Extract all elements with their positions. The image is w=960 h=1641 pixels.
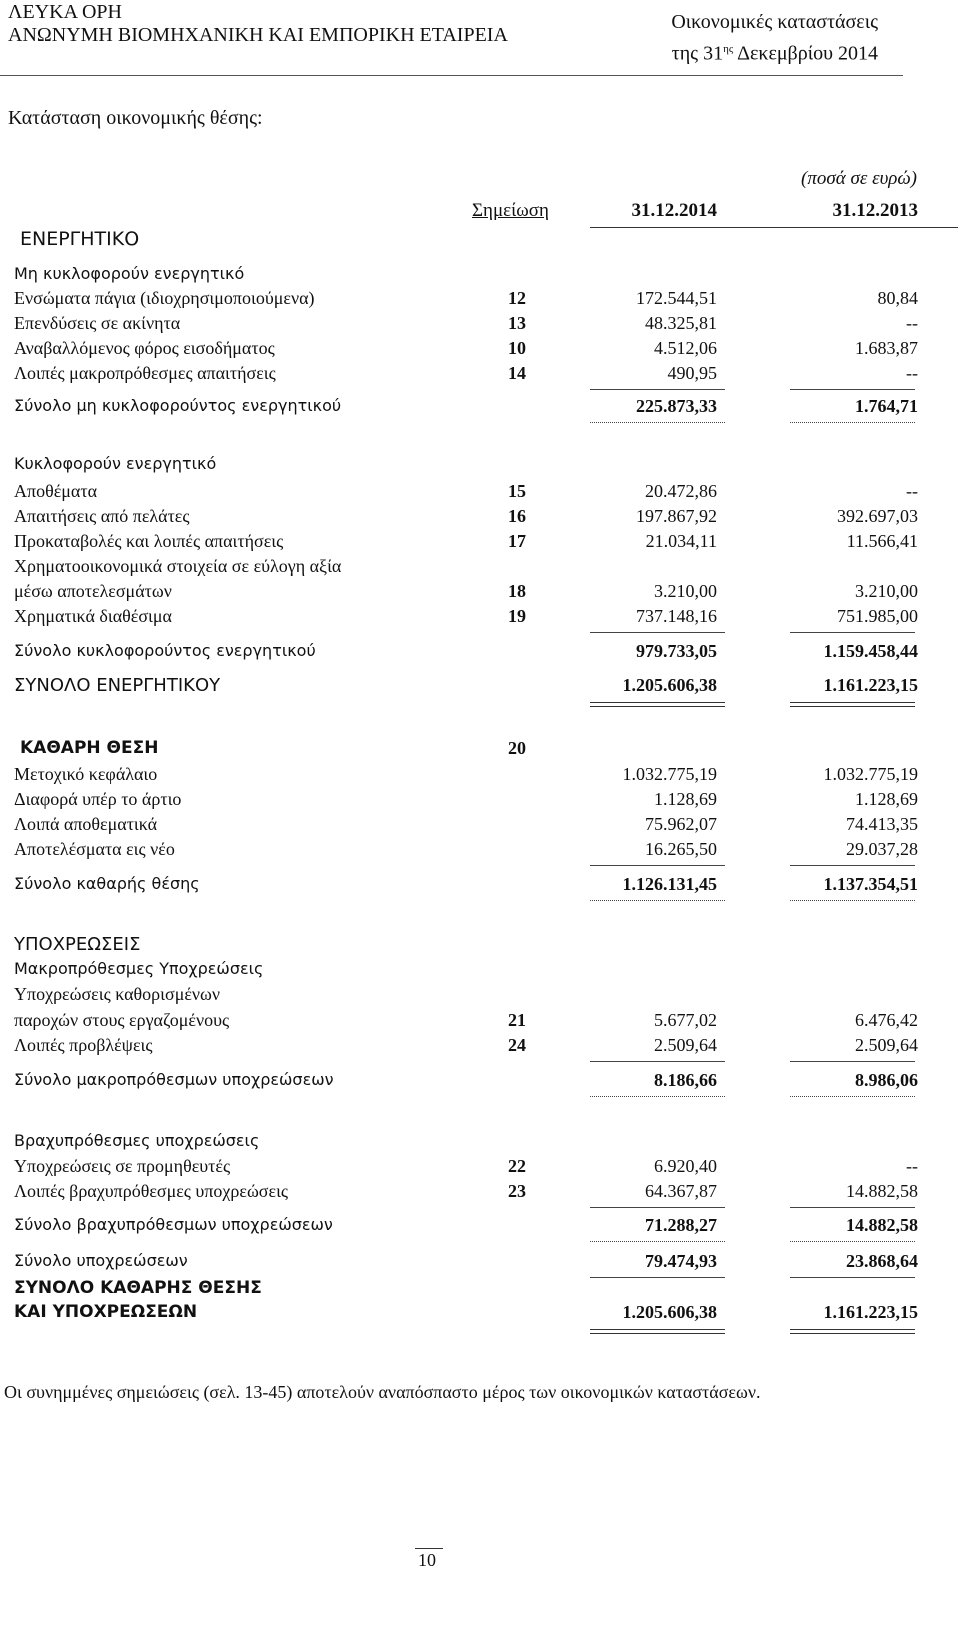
row-value-2014: 737.148,16 [636,606,717,626]
row-value-2013: 1.161.223,15 [823,1302,918,1322]
total-rule-2013 [790,900,915,902]
row-total-equity [0,874,960,900]
row-value-2013: 29.037,28 [846,839,918,859]
row-value-2013: 8.986,06 [855,1070,918,1090]
row-value-2013: 14.882,58 [846,1215,918,1235]
row-value-2014: 21.034,11 [645,531,717,551]
row-value-2014: 1.128,69 [654,789,717,809]
row-value-2013: 1.159.458,44 [823,641,918,661]
subtotal-rule-2014 [590,1061,725,1062]
row-total-equity-liabilities-heading [0,1278,960,1304]
row-value-2013: 1.161.223,15 [823,675,918,695]
row-liabilities-heading [0,934,960,960]
table-row [0,531,960,557]
row-note: 10 [508,338,526,358]
page-number: 10 [418,1550,436,1570]
row-note: 21 [508,1010,526,1030]
row-value-2014: 75.962,07 [645,814,717,834]
row-note: 12 [508,288,526,308]
row-value-2014: 490,95 [667,363,717,383]
row-label: Υποχρεώσεις καθορισμένων [14,984,221,1004]
table-row [0,606,960,632]
row-value-2013: 23.868,64 [846,1251,918,1271]
subtotal-rule-2013 [790,389,915,390]
row-value-2014: 48.325,81 [645,313,717,333]
row-value-2014: 20.472,86 [645,481,717,501]
row-label: Σύνολο μη κυκλοφορούντος ενεργητικού [14,396,342,415]
footnote: Οι συνημμένες σημειώσεις (σελ. 13-45) αποτελούν αναπόσπαστο μέρος των οικονομικών καταστάσεων. [4,1382,761,1402]
table-row [0,581,960,607]
table-row [0,556,960,582]
row-value-2013: 11.566,41 [846,531,918,551]
row-note: 17 [508,531,526,551]
row-value-2013: -- [906,313,918,333]
row-label: Υποχρεώσεις σε προμηθευτές [14,1156,231,1176]
header-divider [0,75,903,76]
subtotal-rule-2013 [790,632,915,633]
row-note: 18 [508,581,526,601]
row-value-2014: 197.867,92 [636,506,717,526]
table-row [0,1035,960,1061]
row-value-2014: 3.210,00 [654,581,717,601]
row-label: Επενδύσεις σε ακίνητα [14,313,181,333]
column-header-2014: 31.12.2014 [631,200,717,221]
row-note: 15 [508,481,526,501]
total-rule-2013 [790,1096,915,1098]
grand-total-rule-2013 [790,702,915,707]
total-rule-2014 [590,1096,725,1098]
row-value-2013: 2.509,64 [855,1035,918,1055]
table-row [0,338,960,364]
row-value-2014: 225.873,33 [636,396,717,416]
grand-total-rule-2014 [590,1329,725,1334]
row-label: Αποτελέσματα εις νέο [14,839,175,859]
row-note: 16 [508,506,526,526]
row-current-assets-heading [0,454,960,480]
row-value-2014: 4.512,06 [654,338,717,358]
row-value-2014: 1.126.131,45 [622,874,717,894]
row-label: ΣΥΝΟΛΟ ΚΑΘΑΡΗΣ ΘΕΣΗΣ [14,1278,262,1298]
row-label: Μακροπρόθεσμες Υποχρεώσεις [14,959,264,978]
row-value-2013: 1.683,87 [855,338,918,358]
company-name: ΛΕΥΚΑ ΟΡΗ [8,1,122,23]
row-value-2013: 6.476,42 [855,1010,918,1030]
row-label: Μη κυκλοφορούν ενεργητικό [14,264,245,283]
table-row [0,363,960,389]
row-value-2013: 74.413,35 [846,814,918,834]
row-label: Σύνολο υποχρεώσεων [14,1251,188,1270]
row-label: Κυκλοφορούν ενεργητικό [14,454,217,473]
subtotal-rule-2014 [590,389,725,390]
row-total-current-assets [0,641,960,667]
table-row [0,984,960,1010]
subtotal-rule-2014 [590,1207,725,1208]
row-value-2013: 392.697,03 [837,506,918,526]
subtotal-rule-2013 [790,1061,915,1062]
subtotal-rule-2014 [590,632,725,633]
row-current-liabilities-heading [0,1131,960,1157]
row-value-2014: 979.733,05 [636,641,717,661]
row-equity-heading [0,738,960,764]
table-row [0,1156,960,1182]
table-row [0,789,960,815]
total-rule-2014 [590,900,725,902]
row-non-current-liabilities-heading [0,959,960,985]
row-label: Λοιπές μακροπρόθεσμες απαιτήσεις [14,363,276,383]
table-row [0,814,960,840]
row-total-assets [0,675,960,701]
subtotal-rule-2013 [790,1207,915,1208]
row-note: 20 [508,738,526,758]
row-note: 23 [508,1181,526,1201]
subtotal-rule-2013 [790,865,915,866]
row-label: Μετοχικό κεφάλαιο [14,764,158,784]
grand-total-rule-2014 [590,702,725,707]
row-label: παροχών στους εργαζομένους [14,1010,230,1030]
grand-total-rule-2013 [790,1329,915,1334]
row-note: 22 [508,1156,526,1176]
table-row [0,313,960,339]
row-label: ΣΥΝΟΛΟ ΕΝΕΡΓΗΤΙΚΟΥ [14,675,221,696]
row-note: 14 [508,363,526,383]
total-rule-2014 [590,422,725,424]
row-note: 19 [508,606,526,626]
row-total-current-liabilities [0,1215,960,1241]
row-non-current-assets-heading [0,264,960,290]
row-value-2014: 16.265,50 [645,839,717,859]
row-value-2013: -- [906,363,918,383]
row-total-non-current-liabilities [0,1070,960,1096]
row-assets-heading [0,228,960,254]
table-row [0,764,960,790]
row-value-2014: 1.032.775,19 [622,764,717,784]
row-label: Χρηματικά διαθέσιμα [14,606,172,626]
row-label: ΕΝΕΡΓΗΤΙΚΟ [20,228,140,250]
document-title-line2 [672,37,878,66]
row-total-non-current-assets [0,396,960,422]
table-row [0,839,960,865]
total-rule-2014 [590,1241,725,1243]
row-value-2013: -- [906,1156,918,1176]
row-label: Λοιπές προβλέψεις [14,1035,153,1055]
row-label: Αναβαλλόμενος φόρος εισοδήματος [14,338,275,358]
company-type: ΑΝΩΝΥΜΗ ΒΙΟΜΗΧΑΝΙΚΗ ΚΑΙ ΕΜΠΟΡΙΚΗ ΕΤΑΙΡΕΙΑ [8,24,508,46]
row-value-2013: 14.882,58 [846,1181,918,1201]
row-label: Σύνολο καθαρής θέσης [14,874,200,893]
row-value-2013: -- [906,481,918,501]
section-title: Κατάσταση οικονομικής θέσης: [8,107,263,129]
row-label: Ενσώματα πάγια (ιδιοχρησιμοποιούμενα) [14,288,315,308]
table-row [0,1181,960,1207]
amounts-currency-note: (ποσά σε ευρώ) [801,168,917,189]
row-label: Αποθέματα [14,481,98,501]
row-value-2013: 751.985,00 [837,606,918,626]
row-value-2014: 71.288,27 [645,1215,717,1235]
date-ordinal-suffix: ης [723,43,734,55]
row-value-2013: 1.032.775,19 [823,764,918,784]
document-title-line1: Οικονομικές καταστάσεις [671,11,878,33]
table-row [0,1010,960,1036]
row-label: ΚΑΘΑΡΗ ΘΕΣΗ [20,738,159,758]
row-total-liabilities [0,1251,960,1277]
row-label: μέσω αποτελεσμάτων [14,581,172,601]
table-row [0,481,960,507]
total-rule-2013 [790,1241,915,1243]
row-label: Χρηματοοικονομικά στοιχεία σε εύλογη αξία [14,556,342,576]
table-row [0,506,960,532]
row-value-2014: 64.367,87 [645,1181,717,1201]
subtotal-rule-2014 [590,865,725,866]
row-label: Προκαταβολές και λοιπές απαιτήσεις [14,531,284,551]
row-label: Βραχυπρόθεσμες υποχρεώσεις [14,1131,260,1150]
row-label: Σύνολο κυκλοφορούντος ενεργητικού [14,641,316,660]
page-number-rule [415,1548,443,1549]
row-value-2014: 6.920,40 [654,1156,717,1176]
row-value-2014: 1.205.606,38 [622,675,717,695]
row-label: Διαφορά υπέρ το άρτιο [14,789,182,809]
column-header-note: Σημείωση [472,200,549,221]
row-value-2014: 2.509,64 [654,1035,717,1055]
row-note: 13 [508,313,526,333]
row-label: Σύνολο βραχυπρόθεσμων υποχρεώσεων [14,1215,333,1234]
row-label: Σύνολο μακροπρόθεσμων υποχρεώσεων [14,1070,334,1089]
row-value-2013: 80,84 [877,288,918,308]
date-suffix: Δεκεμβρίου 2014 [733,42,878,65]
row-value-2014: 5.677,02 [654,1010,717,1030]
date-prefix: της 31 [671,42,724,65]
row-label: Λοιπές βραχυπρόθεσμες υποχρεώσεις [14,1181,289,1201]
row-label: Λοιπά αποθεματικά [14,814,158,834]
row-value-2013: 1.137.354,51 [823,874,918,894]
row-value-2014: 172.544,51 [636,288,717,308]
row-label: ΚΑΙ ΥΠΟΧΡΕΩΣΕΩΝ [14,1302,198,1322]
table-row [0,288,960,314]
row-label: Απαιτήσεις από πελάτες [14,506,190,526]
row-value-2014: 8.186,66 [654,1070,717,1090]
row-value-2013: 1.128,69 [855,789,918,809]
row-label: ΥΠΟΧΡΕΩΣΕΙΣ [14,934,141,955]
row-value-2014: 79.474,93 [645,1251,717,1271]
row-value-2013: 3.210,00 [855,581,918,601]
row-value-2013: 1.764,71 [855,396,918,416]
total-rule-2013 [790,422,915,424]
column-header-2013: 31.12.2013 [832,200,918,221]
row-total-equity-and-liabilities [0,1302,960,1328]
row-note: 24 [508,1035,526,1055]
row-value-2014: 1.205.606,38 [622,1302,717,1322]
